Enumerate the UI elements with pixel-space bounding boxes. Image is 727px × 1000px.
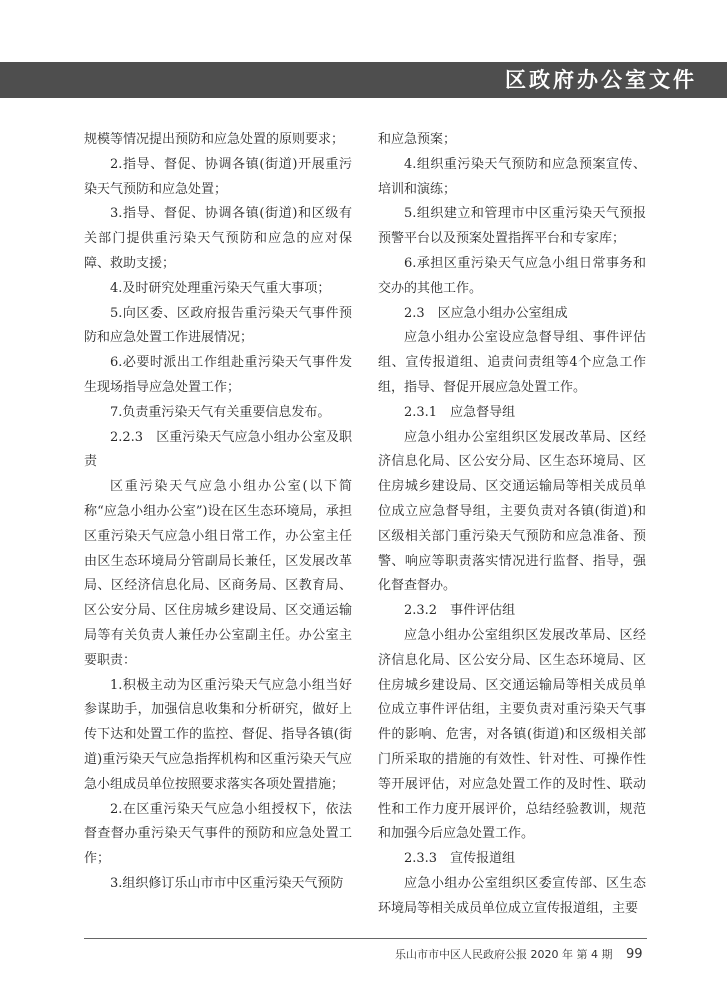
footer bbox=[395, 946, 643, 962]
paragraph: 5.组织建立和管理市中区重污染天气预报预警平台以及预案处置指挥平台和专家库； bbox=[378, 206, 646, 247]
paragraph: 4.及时研究处理重污染天气重大事项； bbox=[110, 280, 331, 296]
paragraph: 2.3.3 宣传报道组 bbox=[404, 851, 516, 867]
paragraph: 和应急预案； bbox=[378, 132, 457, 147]
header-band bbox=[0, 62, 727, 98]
paragraph: 3.指导、督促、协调各镇(街道)和区级有关部门提供重污染天气预防和应急的应对保障、救助支援； bbox=[84, 206, 352, 271]
right-column bbox=[378, 128, 646, 922]
paragraph: 2.指导、督促、协调各镇(街道)开展重污染天气预防和应急处置； bbox=[84, 156, 352, 197]
footer-divider bbox=[84, 938, 647, 939]
page-number: 99 bbox=[625, 947, 643, 962]
paragraph: 应急小组办公室设应急督导组、事件评估组、宣传报道组、追责问责组等4个应急工作组，指导、督促开展应急处置工作。 bbox=[378, 330, 646, 395]
publication-name: 乐山市市中区人民政府公报 2020 年 第 4 期 bbox=[395, 948, 613, 961]
paragraph: 2.3 区应急小组办公室组成 bbox=[404, 305, 568, 321]
paragraph: 2.2.3 区重污染天气应急小组办公室及职责 bbox=[84, 429, 352, 470]
paragraph: 应急小组办公室组织区发展改革局、区经济信息化局、区公安分局、区生态环境局、区住房城乡建设局、区交通运输局等相关成员单位成立事件评估组，主要负责对重污染天气事件的影响、危害，对各镇(街道)和区级相关部门所采取的措施的有效性、针对性、可操作性等开展评估，对应急处置工作的及时性、联动性和工作力度开展评价，总结经验教训，规范和加强今后应急处置工作。 bbox=[378, 627, 646, 842]
document-category-title: 区政府办公室文件 bbox=[505, 68, 697, 92]
paragraph: 应急小组办公室组织区发展改革局、区经济信息化局、区公安分局、区生态环境局、区住房城乡建设局、区交通运输局等相关成员单位成立应急督导组，主要负责对各镇(街道)和区级相关部门重污染天气预防和应急准备、预警、响应等职责落实情况进行监督、指导，强化督查督办。 bbox=[378, 429, 646, 594]
paragraph: 7.负责重污染天气有关重要信息发布。 bbox=[110, 404, 331, 420]
paragraph: 6.必要时派出工作组赴重污染天气事件发生现场指导应急处置工作； bbox=[84, 355, 352, 395]
paragraph: 区重污染天气应急小组办公室(以下简称“应急小组办公室”)设在区生态环境局，承担区重污染天气应急小组日常工作，办公室主任由区生态环境局分管副局长兼任，区发展改革局、区经济信息化局、区商务局、区教育局、区公安分局、区住房城乡建设局、区交通运输局等有关负责人兼任办公室副主任。办公室主要职责： bbox=[84, 479, 352, 668]
paragraph: 2.在区重污染天气应急小组授权下，依法督查督办重污染天气事件的预防和应急处置工作； bbox=[84, 801, 352, 867]
paragraph: 1.积极主动为区重污染天气应急小组当好参谋助手，加强信息收集和分析研究，做好上传下达和处置工作的监控、督促、指导各镇(街道)重污染天气应急指挥机构和区重污染天气应急小组成员单位按照要求落实各项处置措施； bbox=[84, 677, 352, 792]
left-column bbox=[84, 128, 352, 897]
paragraph: 5.向区委、区政府报告重污染天气事件预防和应急处置工作进展情况； bbox=[84, 305, 352, 346]
paragraph: 2.3.2 事件评估组 bbox=[404, 603, 516, 619]
paragraph: 2.3.1 应急督导组 bbox=[404, 404, 516, 420]
paragraph: 3.组织修订乐山市市中区重污染天气预防 bbox=[110, 875, 344, 891]
paragraph: 6.承担区重污染天气应急小组日常事务和交办的其他工作。 bbox=[378, 255, 646, 296]
paragraph: 应急小组办公室组织区委宣传部、区生态环境局等相关成员单位成立宣传报道组，主要 bbox=[378, 875, 646, 916]
paragraph: 4.组织重污染天气预防和应急预案宣传、培训和演练； bbox=[378, 156, 646, 197]
paragraph: 规模等情况提出预防和应急处置的原则要求； bbox=[84, 132, 345, 147]
